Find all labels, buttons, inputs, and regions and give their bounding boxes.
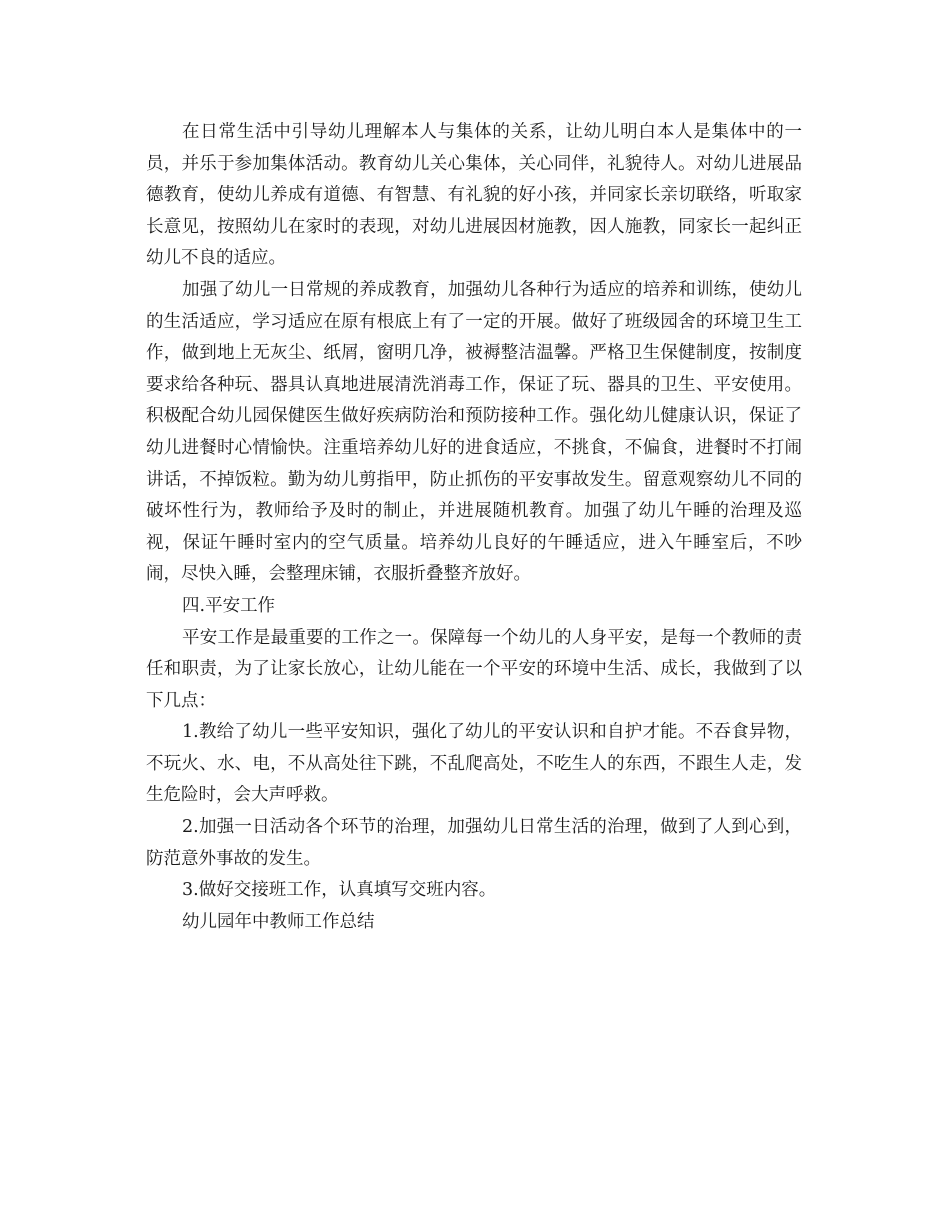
list-item-2: 2.加强一日活动各个环节的治理，加强幼儿日常生活的治理，做到了人到心到，防范意外事故的发生。 bbox=[146, 817, 802, 869]
paragraph-safety-intro: 平安工作是最重要的工作之一。保障每一个幼儿的人身平安，是每一个教师的责任和职责，为了让家长放心，让幼儿能在一个平安的环境中生活、成长，我做到了以下几点： bbox=[146, 627, 802, 711]
document-body bbox=[146, 117, 802, 938]
paragraph-routine-habits: 加强了幼儿一日常规的养成教育，加强幼儿各种行为适应的培养和训练，使幼儿的生活适应，学习适应在原有根底上有了一定的开展。做好了班级园舍的环境卫生工作，做到地上无灰尘、纸屑，窗明几净，被褥整洁温馨。严格卫生保健制度，按制度要求给各种玩、器具认真地进展清洗消毒工作，保证了玩、器具的卫生、平安使用。积极配合幼儿园保健医生做好疾病防治和预防接种工作。强化幼儿健康认识，保证了幼儿进餐时心情愉快。注重培养幼儿好的进食适应，不挑食，不偏食，进餐时不打闹讲话，不掉饭粒。勤为幼儿剪指甲，防止抓伤的平安事故发生。留意观察幼儿不同的破坏性行为，教师给予及时的制止，并进展随机教育。加强了幼儿午睡的治理及巡视，保证午睡时室内的空气质量。培养幼儿良好的午睡适应，进入午睡室后，不吵闹，尽快入睡，会整理床铺，衣服折叠整齐放好。 bbox=[146, 279, 802, 585]
closing-title: 幼儿园年中教师工作总结 bbox=[182, 911, 375, 932]
list-item-3: 3.做好交接班工作，认真填写交班内容。 bbox=[182, 880, 497, 901]
section-heading-safety: 四.平安工作 bbox=[182, 595, 276, 616]
paragraph-daily-life-guidance: 在日常生活中引导幼儿理解本人与集体的关系，让幼儿明白本人是集体中的一员，并乐于参加集体活动。教育幼儿关心集体，关心同伴，礼貌待人。对幼儿进展品德教育，使幼儿养成有道德、有智慧、有礼貌的好小孩，并同家长亲切联络，听取家长意见，按照幼儿在家时的表现，对幼儿进展因材施教，因人施教，同家长一起纠正幼儿不良的适应。 bbox=[146, 122, 802, 269]
list-item-1: 1.教给了幼儿一些平安知识，强化了幼儿的平安认识和自护才能。不吞食异物，不玩火、水、电，不从高处往下跳，不乱爬高处，不吃生人的东西，不跟生人走，发生危险时，会大声呼救。 bbox=[146, 722, 802, 806]
